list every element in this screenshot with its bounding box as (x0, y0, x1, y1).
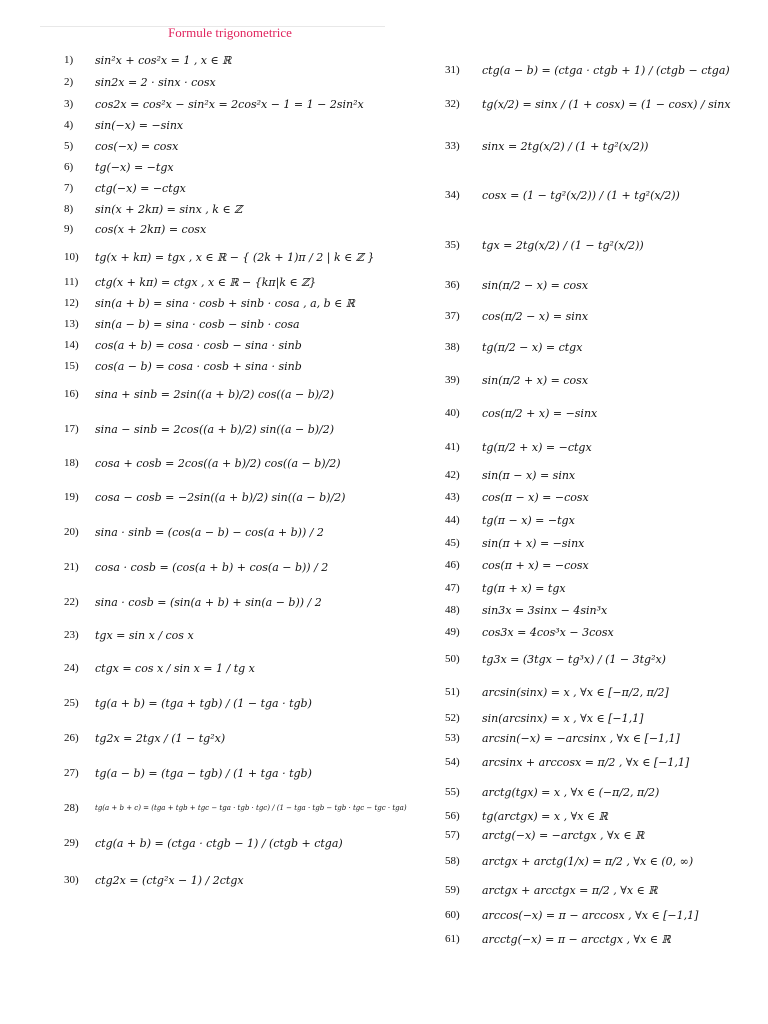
formula-expression: sin(π/2 + x) = cosx (482, 373, 589, 387)
formula-expression: tgx = 2tg(x/2) / (1 − tg²(x/2)) (482, 238, 644, 252)
formula-number: 60) (445, 909, 460, 921)
formula-expression: cos3x = 4cos³x − 3cosx (482, 625, 614, 639)
formula-number: 40) (445, 407, 460, 419)
formula-expression: sina · cosb = (sin(a + b) + sin(a − b)) / 2 (95, 595, 322, 609)
formula-row (40, 453, 341, 473)
formula-expression: sin2x = 2 · sinx · cosx (95, 75, 216, 89)
formula-expression: sin(x + 2kπ) = sinx , k ∈ ℤ (95, 202, 243, 216)
formula-expression: cos(π/2 − x) = sinx (482, 309, 589, 323)
formula-number: 38) (445, 341, 460, 353)
formula-row (420, 185, 680, 205)
formula-number: 32) (445, 98, 460, 110)
formula-expression: ctg(−x) = −ctgx (95, 181, 186, 195)
formula-expression: cos(a + b) = cosa · cosb − sina · sinb (95, 338, 302, 352)
formula-row (420, 929, 671, 949)
formula-row (420, 555, 589, 575)
formula-expression: arcsin(−x) = −arcsinx , ∀x ∈ [−1,1] (482, 731, 680, 745)
formula-expression: ctgx = cos x / sin x = 1 / tg x (95, 661, 255, 675)
formula-number: 34) (445, 189, 460, 201)
formula-row (40, 592, 322, 612)
formula-number: 14) (64, 339, 79, 351)
formula-row (40, 50, 231, 70)
formula-number: 33) (445, 140, 460, 152)
formula-row (420, 136, 648, 156)
formula-row (420, 682, 669, 702)
formula-number: 45) (445, 537, 460, 549)
formula-expression: tg(−x) = −tgx (95, 160, 174, 174)
formula-expression: cos(−x) = cosx (95, 139, 179, 153)
formula-number: 10) (64, 251, 79, 263)
formula-row (40, 335, 302, 355)
formula-expression: sin(a − b) = sina · cosb − sinb · cosa (95, 317, 300, 331)
formula-row (40, 115, 183, 135)
formula-number: 51) (445, 686, 460, 698)
formula-row (40, 728, 225, 748)
formula-number: 47) (445, 582, 460, 594)
formula-expression: ctg(a + b) = (ctga · ctgb − 1) / (ctgb + ctga) (95, 836, 343, 850)
formula-number: 24) (64, 662, 79, 674)
formula-expression: tg2x = 2tgx / (1 − tg²x) (95, 731, 226, 745)
formula-row (420, 533, 584, 553)
formula-expression: arcsin(sinx) = x , ∀x ∈ [−π/2, π/2] (482, 685, 669, 699)
formula-row (40, 136, 178, 156)
formula-number: 49) (445, 626, 460, 638)
formula-expression: cosa + cosb = 2cos((a + b)/2) cos((a − b)/2) (95, 456, 341, 470)
formula-number: 3) (64, 98, 74, 110)
formula-row (420, 403, 597, 423)
formula-expression: sin3x = 3sinx − 4sin³x (482, 603, 608, 617)
formula-number: 25) (64, 697, 79, 709)
formula-number: 6) (64, 161, 74, 173)
formula-expression: cos(a − b) = cosa · cosb + sina · sinb (95, 359, 302, 373)
formula-number: 48) (445, 604, 460, 616)
formula-row (420, 337, 582, 357)
formula-row (420, 708, 643, 728)
formula-expression: arctgx + arcctgx = π/2 , ∀x ∈ ℝ (482, 883, 658, 897)
formula-expression: ctg(a − b) = (ctga · ctgb + 1) / (ctgb − ctga) (482, 63, 730, 77)
formula-row (420, 306, 588, 326)
formula-expression: sinx = 2tg(x/2) / (1 + tg²(x/2)) (482, 139, 649, 153)
formula-row (420, 622, 614, 642)
formula-expression: sina + sinb = 2sin((a + b)/2) cos((a − b)/2) (95, 387, 335, 401)
formula-row (40, 384, 334, 404)
formula-row (420, 60, 730, 80)
formula-expression: cos(π + x) = −cosx (482, 558, 589, 572)
page-title: Formule trigonometrice (168, 25, 292, 40)
formula-number: 22) (64, 596, 79, 608)
formula-row (40, 487, 345, 507)
formula-expression: cosa − cosb = −2sin((a + b)/2) sin((a − b)/2) (95, 490, 346, 504)
formula-expression: sina · sinb = (cos(a − b) − cos(a + b)) / 2 (95, 525, 324, 539)
formula-row (420, 806, 608, 826)
formula-number: 4) (64, 119, 74, 131)
formula-row (40, 833, 343, 853)
formula-number: 29) (64, 837, 79, 849)
formula-number: 58) (445, 855, 460, 867)
formula-number: 52) (445, 712, 460, 724)
formula-number: 26) (64, 732, 79, 744)
formula-row (420, 752, 689, 772)
formula-expression: sin(−x) = −sinx (95, 118, 184, 132)
formula-number: 61) (445, 933, 460, 945)
formula-expression: tg(x + kπ) = tgx , x ∈ ℝ − { (2k + 1)π / 2 | k ∈ ℤ } (95, 250, 375, 264)
formula-row (420, 94, 731, 114)
formula-row (420, 578, 566, 598)
formula-number: 21) (64, 561, 79, 573)
formula-row (420, 235, 644, 255)
formula-row (40, 199, 242, 219)
formula-expression: tgx = sin x / cos x (95, 628, 194, 642)
formula-number: 41) (445, 441, 460, 453)
formula-number: 53) (445, 732, 460, 744)
formula-expression: tg(a − b) = (tga − tgb) / (1 + tga · tgb) (95, 766, 312, 780)
formula-number: 39) (445, 374, 460, 386)
formula-expression: cos(π/2 + x) = −sinx (482, 406, 598, 420)
formula-expression: ctg2x = (ctg²x − 1) / 2ctgx (95, 873, 244, 887)
formula-expression: arctg(−x) = −arctgx , ∀x ∈ ℝ (482, 828, 645, 842)
formula-row (40, 693, 312, 713)
formula-row (420, 600, 607, 620)
formula-row (40, 72, 216, 92)
formula-row (420, 905, 698, 925)
formula-row (40, 870, 244, 890)
formula-number: 59) (445, 884, 460, 896)
formula-row (420, 510, 575, 530)
formula-number: 11) (64, 276, 79, 288)
formula-number: 46) (445, 559, 460, 571)
formula-number: 56) (445, 810, 460, 822)
formula-number: 8) (64, 203, 74, 215)
formula-number: 23) (64, 629, 79, 641)
formula-number: 12) (64, 297, 79, 309)
formula-expression: tg3x = (3tgx − tg³x) / (1 − 3tg²x) (482, 652, 666, 666)
formula-expression: sin²x + cos²x = 1 , x ∈ ℝ (95, 53, 232, 67)
formula-row (40, 658, 255, 678)
formula-expression: cos(x + 2kπ) = cosx (95, 222, 207, 236)
formula-row (420, 437, 592, 457)
formula-expression: arcsinx + arccosx = π/2 , ∀x ∈ [−1,1] (482, 755, 690, 769)
formula-number: 2) (64, 76, 74, 88)
formula-expression: arctg(tgx) = x , ∀x ∈ (−π/2, π/2) (482, 785, 660, 799)
formula-number: 44) (445, 514, 460, 526)
formula-row (40, 763, 312, 783)
formula-expression: tg(arctgx) = x , ∀x ∈ ℝ (482, 809, 608, 823)
formula-number: 19) (64, 491, 79, 503)
formula-row (40, 625, 194, 645)
formula-row (420, 782, 659, 802)
formula-number: 13) (64, 318, 79, 330)
formula-row (420, 370, 588, 390)
formula-number: 31) (445, 64, 460, 76)
formula-expression: ctg(x + kπ) = ctgx , x ∈ ℝ − {kπ|k ∈ ℤ} (95, 275, 317, 289)
formula-number: 18) (64, 457, 79, 469)
formula-expression: tg(a + b + c) = (tga + tgb + tgc − tga · tgb · tgc) / (1 − tga · tgb − tgb · tgc − tgc · tga) (95, 804, 407, 812)
formula-expression: cosa · cosb = (cos(a + b) + cos(a − b)) / 2 (95, 560, 329, 574)
formula-row (40, 356, 302, 376)
formula-row (40, 522, 324, 542)
formula-number: 9) (64, 223, 74, 235)
formula-expression: tg(π + x) = tgx (482, 581, 566, 595)
formula-row (40, 178, 186, 198)
formula-row (420, 851, 693, 871)
formula-row (420, 487, 589, 507)
formula-number: 50) (445, 653, 460, 665)
formula-expression: tg(π − x) = −tgx (482, 513, 575, 527)
formula-number: 20) (64, 526, 79, 538)
formula-expression: cos(π − x) = −cosx (482, 490, 589, 504)
formula-row (40, 557, 328, 577)
formula-expression: sina − sinb = 2cos((a + b)/2) sin((a − b)/2) (95, 422, 335, 436)
formula-row (420, 880, 657, 900)
formula-expression: sin(a + b) = sina · cosb + sinb · cosa , a, b ∈ ℝ (95, 296, 355, 310)
formula-row (420, 649, 666, 669)
formula-expression: tg(π/2 − x) = ctgx (482, 340, 583, 354)
formula-number: 7) (64, 182, 74, 194)
formula-row (40, 314, 300, 334)
formula-number: 36) (445, 279, 460, 291)
formula-expression: arccos(−x) = π − arccosx , ∀x ∈ [−1,1] (482, 908, 699, 922)
formula-row (420, 465, 575, 485)
formula-number: 54) (445, 756, 460, 768)
formula-number: 27) (64, 767, 79, 779)
formula-number: 5) (64, 140, 74, 152)
formula-number: 42) (445, 469, 460, 481)
formula-number: 30) (64, 874, 79, 886)
formula-expression: sin(π − x) = sinx (482, 468, 576, 482)
formula-number: 37) (445, 310, 460, 322)
formula-expression: tg(x/2) = sinx / (1 + cosx) = (1 − cosx) / sinx (482, 97, 731, 111)
formula-expression: sin(π/2 − x) = cosx (482, 278, 589, 292)
formula-row (40, 272, 316, 292)
formula-row (420, 728, 680, 748)
formula-row (40, 247, 374, 267)
formula-number: 16) (64, 388, 79, 400)
formula-expression: arcctg(−x) = π − arcctgx , ∀x ∈ ℝ (482, 932, 671, 946)
formula-number: 28) (64, 802, 79, 814)
formula-row (40, 798, 407, 818)
formula-row (420, 825, 644, 845)
formula-number: 1) (64, 54, 74, 66)
formula-row (420, 275, 588, 295)
formula-row (40, 419, 334, 439)
formula-number: 57) (445, 829, 460, 841)
formula-expression: tg(a + b) = (tga + tgb) / (1 − tga · tgb) (95, 696, 312, 710)
formula-expression: tg(π/2 + x) = −ctgx (482, 440, 592, 454)
formula-row (40, 219, 206, 239)
formula-number: 17) (64, 423, 79, 435)
formula-expression: sin(arcsinx) = x , ∀x ∈ [−1,1] (482, 711, 644, 725)
formula-number: 15) (64, 360, 79, 372)
formula-expression: cos2x = cos²x − sin²x = 2cos²x − 1 = 1 − 2sin²x (95, 97, 364, 111)
formula-expression: sin(π + x) = −sinx (482, 536, 585, 550)
formula-number: 43) (445, 491, 460, 503)
formula-row (40, 94, 364, 114)
formula-row (40, 293, 355, 313)
formula-expression: cosx = (1 − tg²(x/2)) / (1 + tg²(x/2)) (482, 188, 680, 202)
formula-number: 55) (445, 786, 460, 798)
formula-row (40, 157, 174, 177)
formula-expression: arctgx + arctg(1/x) = π/2 , ∀x ∈ (0, ∞) (482, 854, 694, 868)
formula-number: 35) (445, 239, 460, 251)
